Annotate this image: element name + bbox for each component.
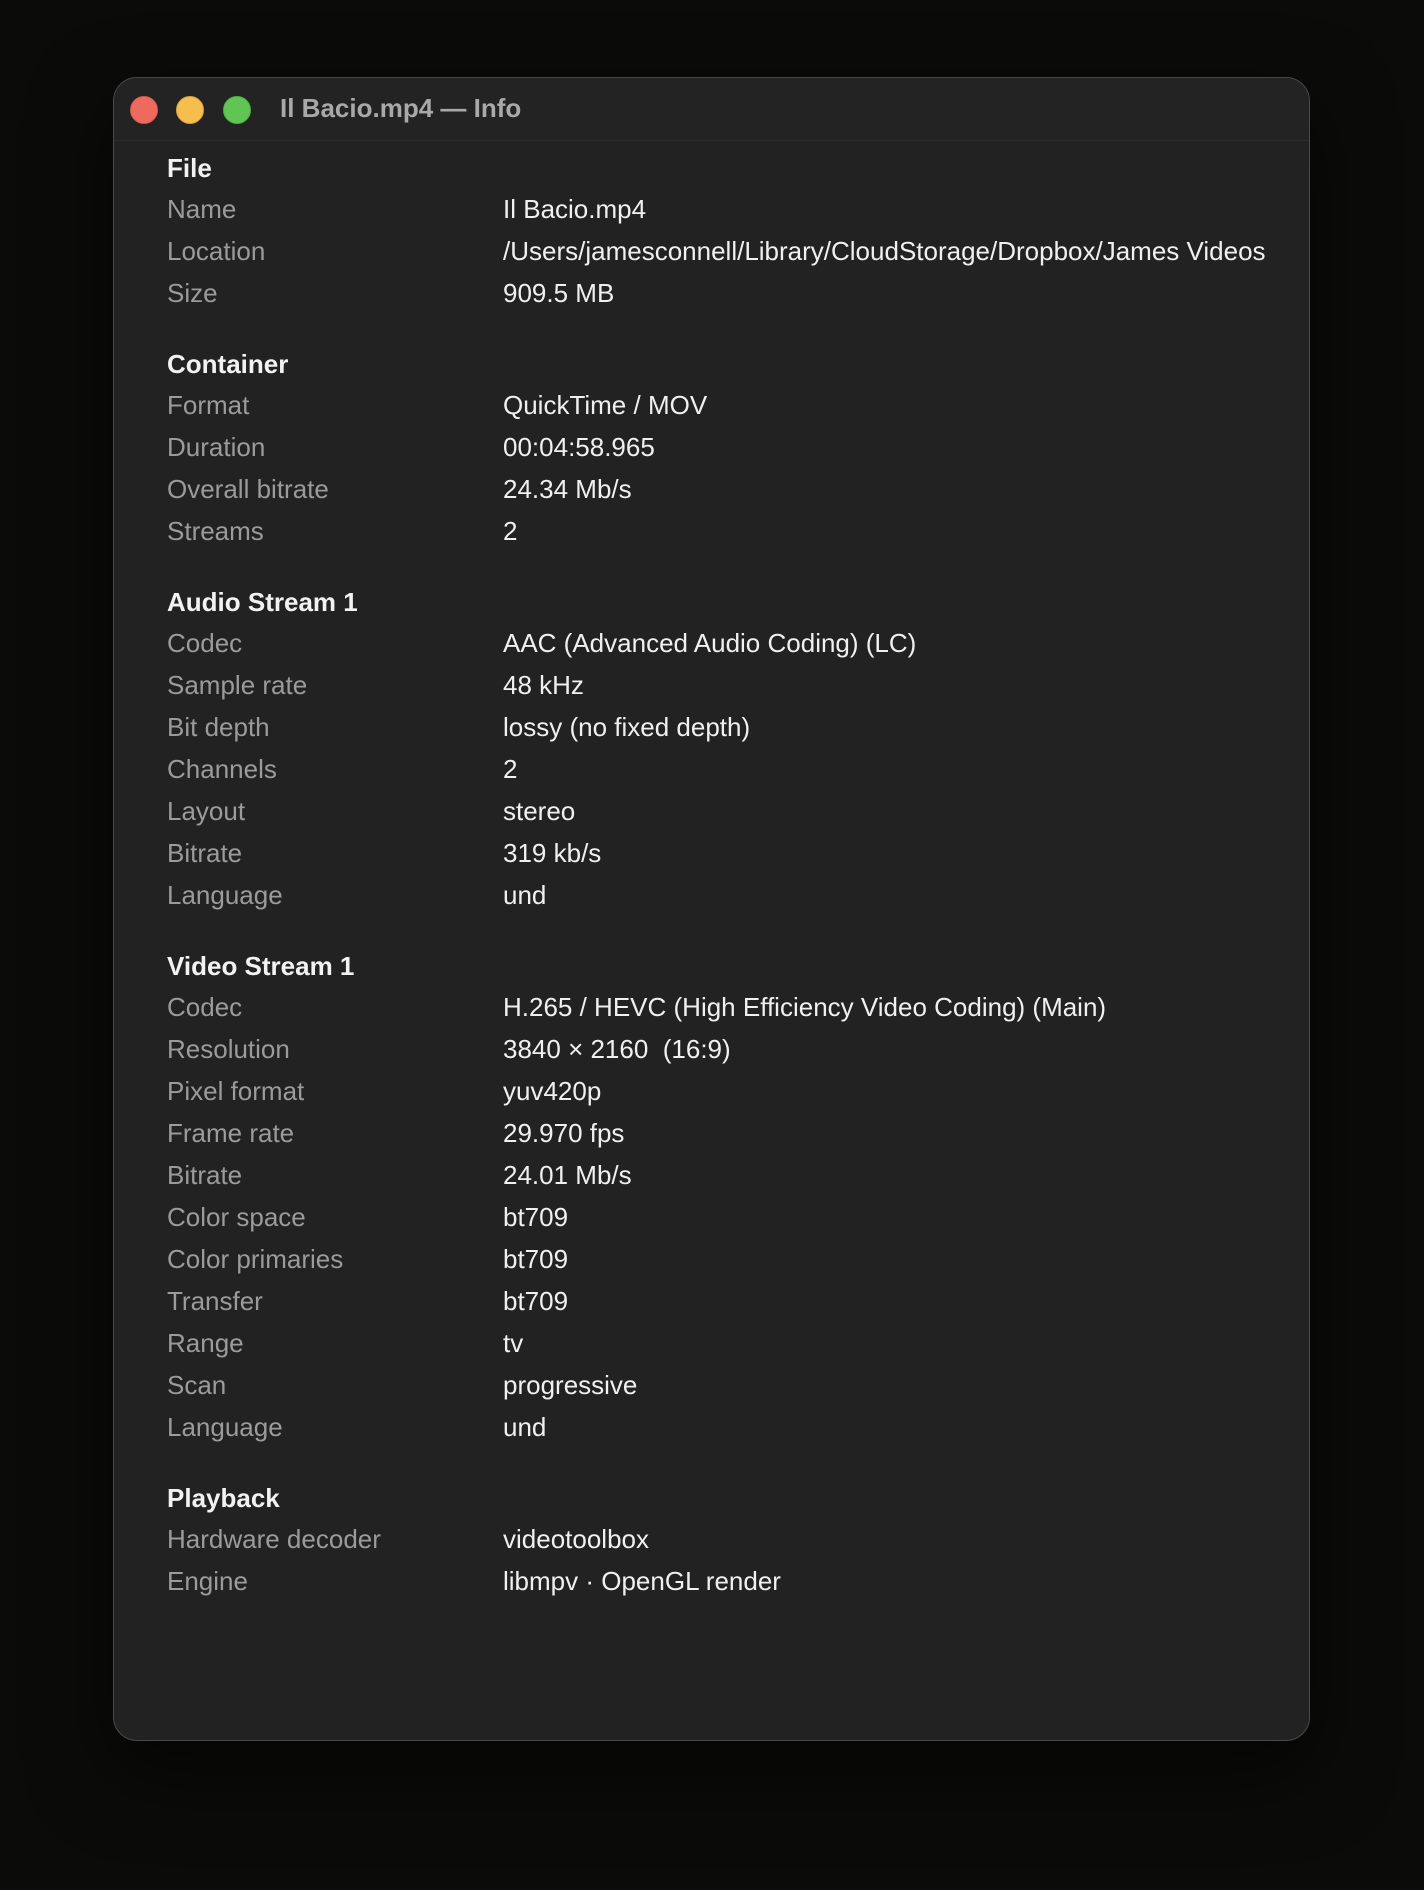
row-value: progressive [503, 1370, 638, 1400]
info-row [167, 1112, 1269, 1154]
zoom-window-button[interactable] [223, 96, 251, 124]
row-value: 29.970 fps [503, 1118, 625, 1148]
info-row [167, 1406, 1269, 1448]
row-value: 2 [503, 516, 518, 546]
info-row [167, 384, 1269, 426]
info-row [167, 1560, 1269, 1602]
row-label: Codec [167, 628, 243, 658]
info-row [167, 426, 1269, 468]
section-audio-stream [167, 582, 1269, 916]
row-value: 48 kHz [503, 670, 584, 700]
row-label: Channels [167, 754, 277, 784]
close-window-button[interactable] [130, 96, 158, 124]
row-value: und [503, 1412, 547, 1442]
row-label: Layout [167, 796, 246, 826]
info-row [167, 622, 1269, 664]
row-value: 909.5 MB [503, 278, 615, 308]
row-label: Transfer [167, 1286, 263, 1316]
row-value: tv [503, 1328, 524, 1358]
row-label: Streams [167, 516, 264, 546]
info-row [167, 1238, 1269, 1280]
row-value: /Users/jamesconnell/Library/CloudStorage/Dropbox/James Videos [503, 236, 1266, 266]
row-label: Engine [167, 1566, 248, 1596]
row-label: Range [167, 1328, 244, 1358]
row-value: yuv420p [503, 1076, 602, 1106]
section-title: Playback [167, 1483, 280, 1513]
row-value: videotoolbox [503, 1524, 649, 1554]
info-row [167, 790, 1269, 832]
info-row [167, 230, 1269, 272]
info-row [167, 188, 1269, 230]
row-value: und [503, 880, 547, 910]
row-value: 00:04:58.965 [503, 432, 655, 462]
row-value: bt709 [503, 1202, 569, 1232]
section-title: Audio Stream 1 [167, 587, 358, 617]
info-row [167, 1322, 1269, 1364]
row-label: Hardware decoder [167, 1524, 381, 1554]
info-row [167, 1028, 1269, 1070]
row-value: Il Bacio.mp4 [503, 194, 647, 224]
row-value: bt709 [503, 1244, 569, 1274]
row-label: Pixel format [167, 1076, 305, 1106]
row-label: Overall bitrate [167, 474, 329, 504]
row-label: Language [167, 880, 283, 910]
row-value: AAC (Advanced Audio Coding) (LC) [503, 628, 917, 658]
info-content [167, 140, 1269, 1602]
info-row [167, 468, 1269, 510]
info-window [113, 77, 1310, 1741]
row-value: stereo [503, 796, 576, 826]
row-label: Bitrate [167, 1160, 243, 1190]
section-video-stream [167, 946, 1269, 1448]
info-row [167, 664, 1269, 706]
window-title: Il Bacio.mp4 — Info [280, 93, 522, 123]
info-row [167, 832, 1269, 874]
row-label: Scan [167, 1370, 227, 1400]
row-label: Color space [167, 1202, 306, 1232]
info-row [167, 986, 1269, 1028]
info-row [167, 1070, 1269, 1112]
row-value: bt709 [503, 1286, 569, 1316]
info-row [167, 1154, 1269, 1196]
info-row [167, 706, 1269, 748]
info-row [167, 272, 1269, 314]
row-value: 24.34 Mb/s [503, 474, 632, 504]
title-bar[interactable] [114, 78, 1309, 141]
row-label: Codec [167, 992, 243, 1022]
row-label: Sample rate [167, 670, 308, 700]
section-title: Video Stream 1 [167, 951, 355, 981]
info-row [167, 1518, 1269, 1560]
row-value: libmpv · OpenGL render [503, 1566, 781, 1596]
info-row [167, 1196, 1269, 1238]
section-playback [167, 1478, 1269, 1602]
section-file [167, 148, 1269, 314]
row-value: 3840 × 2160 (16:9) [503, 1034, 731, 1064]
row-label: Format [167, 390, 250, 420]
row-label: Resolution [167, 1034, 290, 1064]
row-label: Duration [167, 432, 266, 462]
section-title: File [167, 153, 212, 183]
info-row [167, 748, 1269, 790]
info-row [167, 510, 1269, 552]
section-title: Container [167, 349, 289, 379]
row-value: H.265 / HEVC (High Efficiency Video Coding) (Main) [503, 992, 1107, 1022]
info-row [167, 874, 1269, 916]
row-label: Color primaries [167, 1244, 344, 1274]
row-label: Name [167, 194, 237, 224]
info-row [167, 1364, 1269, 1406]
section-container [167, 344, 1269, 552]
row-value: lossy (no fixed depth) [503, 712, 751, 742]
row-value: 2 [503, 754, 518, 784]
row-label: Size [167, 278, 218, 308]
row-label: Language [167, 1412, 283, 1442]
row-label: Bitrate [167, 838, 243, 868]
row-label: Frame rate [167, 1118, 295, 1148]
row-label: Location [167, 236, 266, 266]
row-value: 319 kb/s [503, 838, 602, 868]
row-value: 24.01 Mb/s [503, 1160, 632, 1190]
row-value: QuickTime / MOV [503, 390, 708, 420]
minimize-window-button[interactable] [176, 96, 204, 124]
row-label: Bit depth [167, 712, 270, 742]
info-row [167, 1280, 1269, 1322]
